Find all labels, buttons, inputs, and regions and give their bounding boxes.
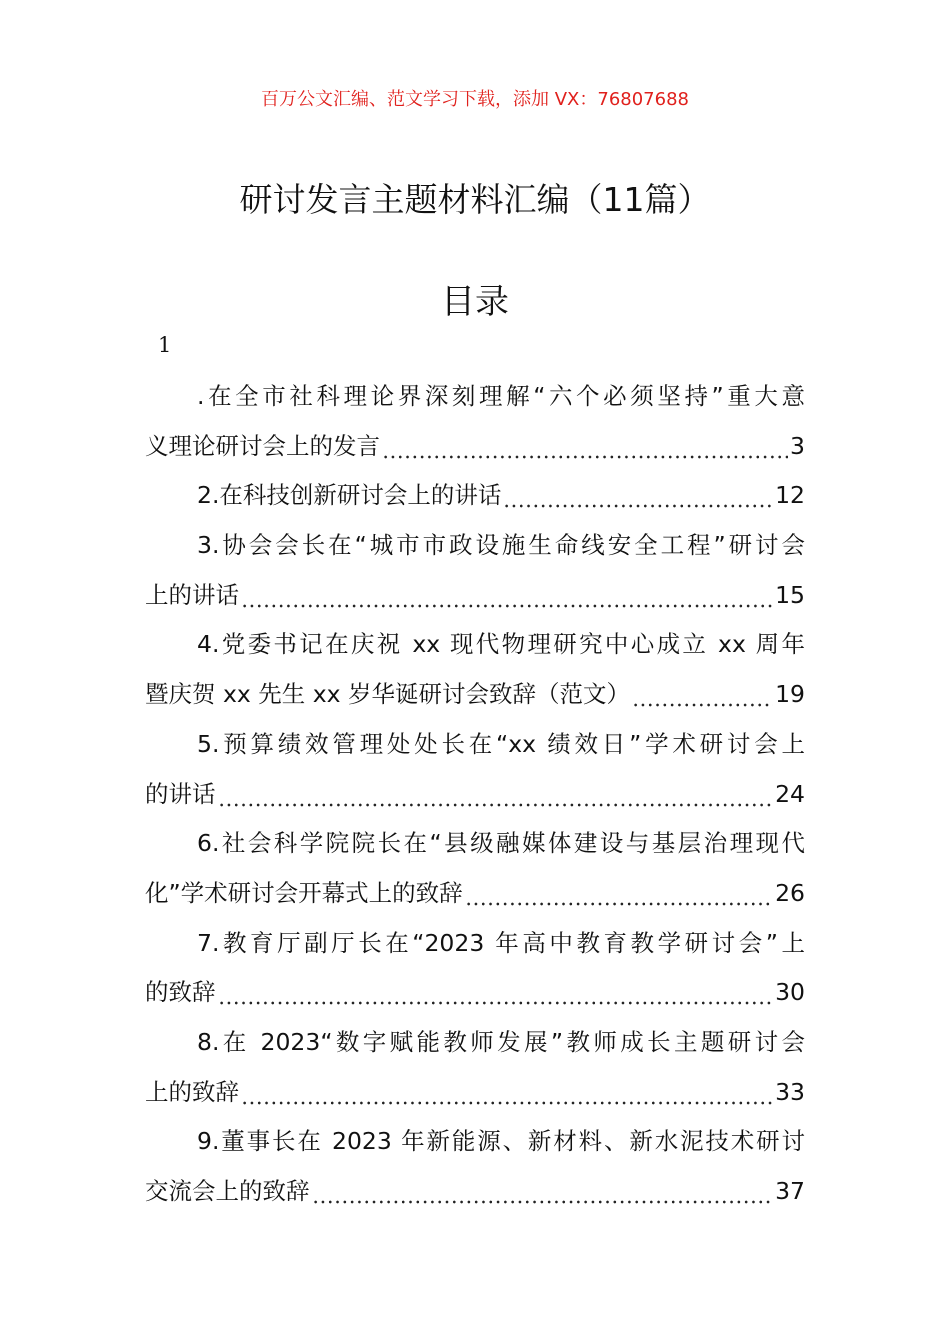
toc-entry-line [145,776,805,826]
toc-entry-line [145,1074,805,1124]
toc-entry-title: 8.在 2023“数字赋能教师发展”教师成长主题研讨会 [197,1027,805,1056]
toc-entry-title-cont: 的致辞 [145,978,216,1007]
toc-entry-title-cont: 化”学术研讨会开幕式上的致辞 [145,878,463,907]
toc-entry[interactable] [145,925,805,1024]
toc-page-number: 19 [775,680,805,709]
toc-entry-line [145,428,805,478]
toc-entry-title: 7.教育厅副厅长在“2023 年高中教育教学研讨会”上 [197,928,805,957]
toc-page-number: 33 [775,1077,805,1106]
toc-entry-line [145,477,805,527]
toc-entry[interactable] [145,378,805,477]
toc-entry-title-cont: 暨庆贺 xx 先生 xx 岁华诞研讨会致辞（范文） [145,680,631,709]
toc-entry[interactable] [145,1024,805,1123]
toc-entry-line [145,378,805,428]
toc-heading: 目录 [441,282,509,322]
toc-entry-line [145,676,805,726]
toc-entry-title: .在全市社科理论界深刻理解“六个必须坚持”重大意 [197,382,805,410]
toc-entry-title-cont: 上的致辞 [145,1077,239,1106]
toc-page-number: 24 [775,779,805,808]
toc-entry-title: 9.董事长在 2023 年新能源、新材料、新水泥技术研讨 [197,1127,805,1156]
toc-entry-line [145,974,805,1024]
toc-entry-title: 4.党委书记在庆祝 xx 现代物理研究中心成立 xx 周年 [197,630,805,659]
toc-page-number: 12 [775,481,805,510]
toc-entry-title: 6.社会科学院院长在“县级融媒体建设与基层治理现代 [197,829,805,858]
toc-entry-line [145,726,805,776]
toc-entry[interactable] [145,477,805,527]
toc-page-number: 15 [775,580,805,609]
leader-dots [241,577,773,613]
leader-dots [241,1074,773,1110]
leader-dots [218,974,774,1010]
table-of-contents [145,378,805,1223]
list-number-marker: 1 [158,333,172,357]
toc-entry-line [145,925,805,975]
toc-page-number: 30 [775,978,805,1007]
toc-entry[interactable] [145,726,805,825]
toc-entry-line [145,577,805,627]
document-title: 研讨发言主题材料汇编（11篇） [239,180,711,219]
leader-dots [382,428,788,464]
toc-entry-line [145,527,805,577]
toc-entry-title: 2.在科技创新研讨会上的讲话 [197,481,502,510]
toc-page-number: 26 [775,878,805,907]
toc-entry-line [145,626,805,676]
toc-entry-line [145,1024,805,1074]
toc-entry[interactable] [145,527,805,626]
leader-dots [218,776,774,812]
toc-entry-title-cont: 的讲话 [145,779,216,808]
leader-dots [503,477,773,513]
toc-entry-title: 3.协会会长在“城市市政设施生命线安全工程”研讨会 [197,531,805,560]
leader-dots [632,676,773,712]
toc-entry-title-cont: 义理论研讨会上的发言 [145,431,380,460]
toc-entry-title: 5.预算绩效管理处处长在“xx 绩效日”学术研讨会上 [197,729,805,758]
toc-entry-title-cont: 交流会上的致辞 [145,1177,310,1205]
watermark-header: 百万公文汇编、范文学习下载，添加 VX：76807688 [261,89,689,110]
toc-entry[interactable] [145,825,805,924]
toc-entry-line [145,875,805,925]
toc-entry-line [145,825,805,875]
toc-entry[interactable] [145,626,805,725]
toc-page-number: 37 [775,1177,805,1205]
leader-dots [312,1173,774,1209]
toc-entry-line [145,1123,805,1173]
toc-entry-line [145,1173,805,1223]
leader-dots [465,875,773,911]
toc-entry[interactable] [145,1123,805,1222]
toc-page-number: 3 [790,431,805,460]
toc-entry-title-cont: 上的讲话 [145,580,239,609]
